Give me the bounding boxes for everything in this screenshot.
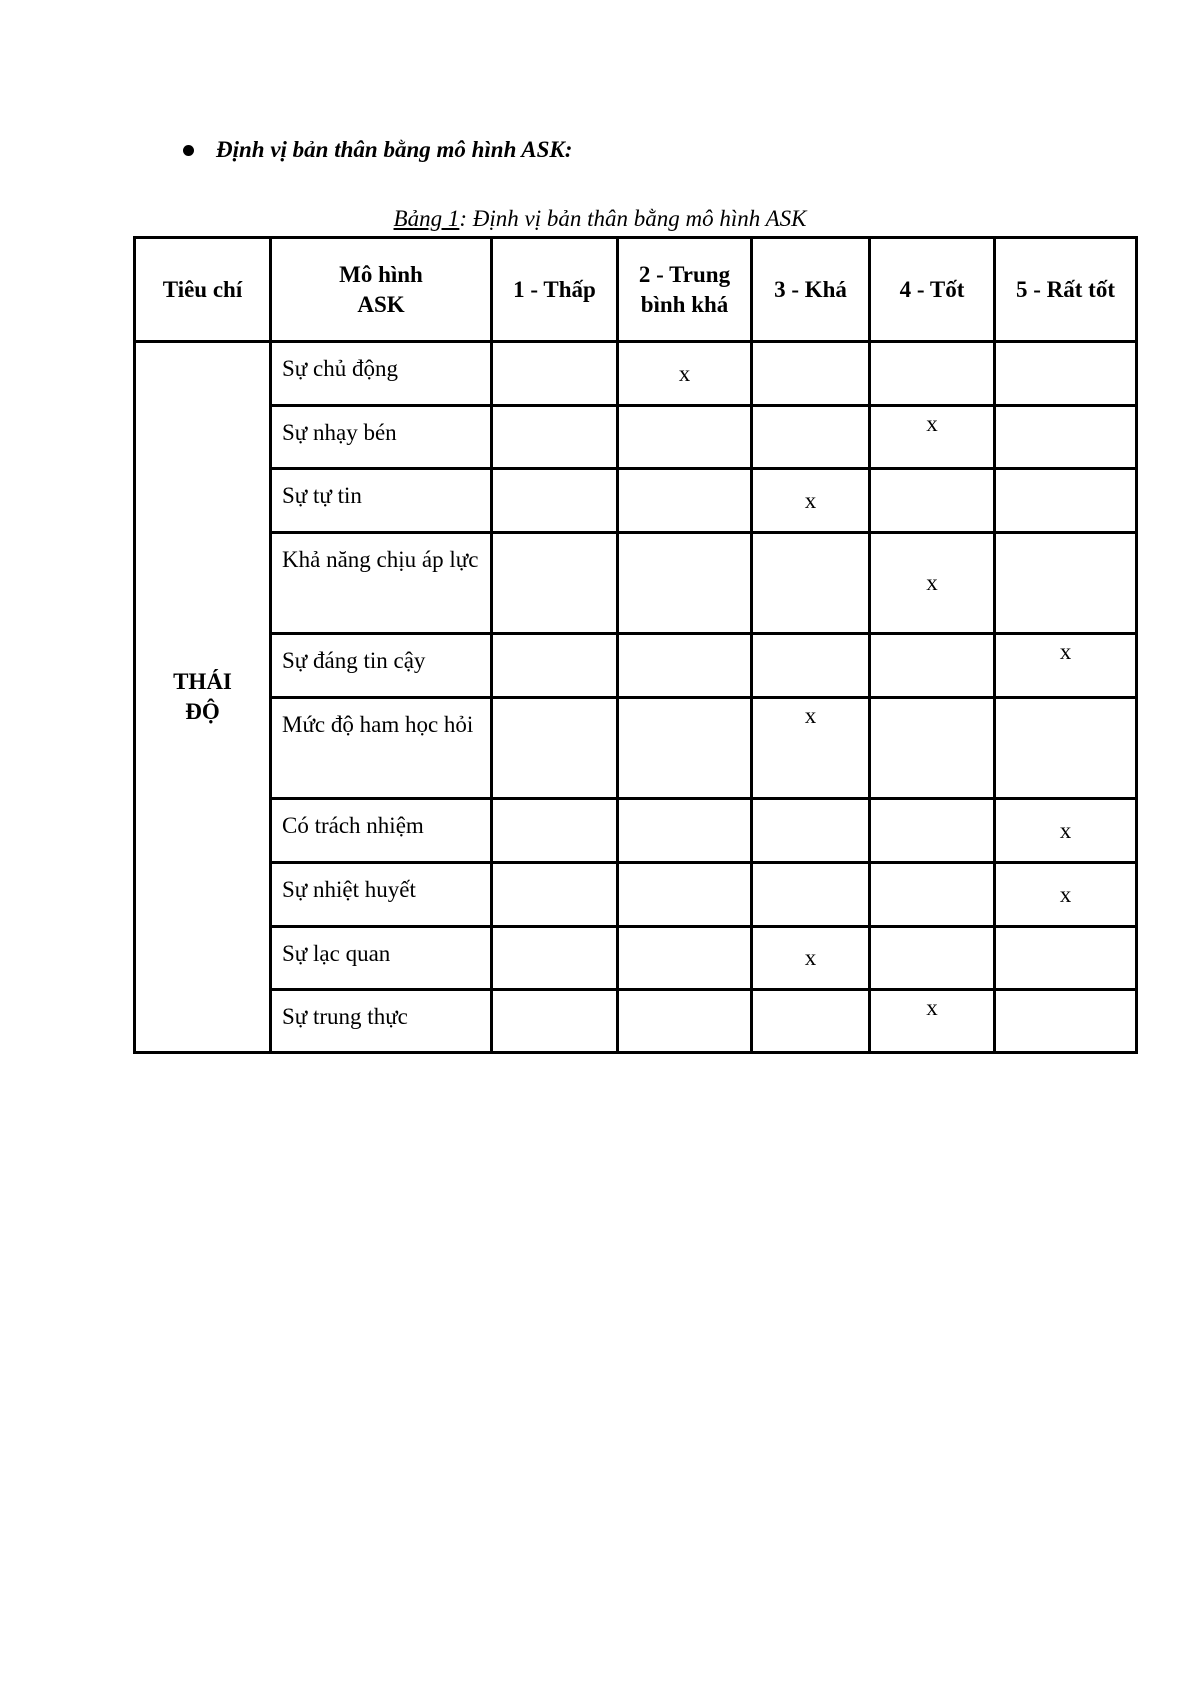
header-level-1: 1 - Thấp <box>492 238 618 342</box>
rating-mark: x <box>995 863 1137 927</box>
header-level-4: 4 - Tốt <box>870 238 995 342</box>
table-caption <box>0 206 1200 232</box>
rating-cell-level-5 <box>995 698 1137 799</box>
rating-mark: x <box>618 342 752 406</box>
row-label: Sự trung thực <box>271 990 492 1053</box>
rating-cell-level-3 <box>752 342 870 406</box>
rating-cell-level-5 <box>995 990 1137 1053</box>
rating-cell-level-5 <box>995 406 1137 469</box>
section-heading-text: Định vị bản thân bằng mô hình ASK: <box>216 137 573 162</box>
rating-cell-level-4 <box>870 799 995 863</box>
header-level-5: 5 - Rất tốt <box>995 238 1137 342</box>
rating-cell-level-2 <box>618 799 752 863</box>
table-header-row <box>135 238 1137 342</box>
row-label: Sự chủ động <box>271 342 492 406</box>
rating-cell-level-1 <box>492 698 618 799</box>
header-level-2-text: 2 - Trung bình khá <box>638 261 731 317</box>
row-label: Sự tự tin <box>271 469 492 533</box>
rating-cell-level-2 <box>618 698 752 799</box>
row-label: Sự lạc quan <box>271 927 492 990</box>
rating-cell-level-2 <box>618 634 752 698</box>
rating-cell-level-3 <box>752 406 870 469</box>
table-caption-ref: Bảng 1 <box>393 206 460 231</box>
rating-cell-level-4 <box>870 863 995 927</box>
table-row <box>135 342 1137 406</box>
rating-mark: x <box>752 469 870 533</box>
rating-cell-level-3 <box>752 863 870 927</box>
rating-cell-level-5 <box>995 927 1137 990</box>
criterion-label: THÁI ĐỘ <box>173 669 232 724</box>
rating-cell-level-5 <box>995 533 1137 634</box>
rating-mark: x <box>870 406 995 469</box>
criterion-cell <box>135 342 271 1053</box>
rating-mark: x <box>752 927 870 990</box>
rating-mark: x <box>752 698 870 799</box>
row-label: Sự nhiệt huyết <box>271 863 492 927</box>
table-row <box>135 799 1137 863</box>
header-mo-hinh-ask-text: Mô hình ASK <box>339 261 423 317</box>
table-row <box>135 634 1137 698</box>
rating-mark: x <box>995 634 1137 698</box>
rating-cell-level-3 <box>752 990 870 1053</box>
header-level-3: 3 - Khá <box>752 238 870 342</box>
rating-cell-level-3 <box>752 799 870 863</box>
rating-cell-level-1 <box>492 799 618 863</box>
rating-mark: x <box>870 990 995 1053</box>
table-row <box>135 990 1137 1053</box>
rating-cell-level-1 <box>492 469 618 533</box>
rating-cell-level-2 <box>618 927 752 990</box>
rating-cell-level-1 <box>492 990 618 1053</box>
rating-cell-level-4 <box>870 469 995 533</box>
rating-cell-level-4 <box>870 634 995 698</box>
rating-cell-level-1 <box>492 533 618 634</box>
row-label: Sự đáng tin cậy <box>271 634 492 698</box>
rating-cell-level-1 <box>492 634 618 698</box>
rating-cell-level-5 <box>995 342 1137 406</box>
rating-cell-level-2 <box>618 469 752 533</box>
row-label: Sự nhạy bén <box>271 406 492 469</box>
table-row <box>135 406 1137 469</box>
ask-table <box>133 236 1138 1054</box>
rating-cell-level-5 <box>995 469 1137 533</box>
table-row <box>135 469 1137 533</box>
rating-mark: x <box>995 799 1137 863</box>
header-mo-hinh-ask <box>271 238 492 342</box>
rating-cell-level-1 <box>492 406 618 469</box>
rating-cell-level-3 <box>752 533 870 634</box>
table-row <box>135 863 1137 927</box>
table-row <box>135 698 1137 799</box>
rating-cell-level-1 <box>492 863 618 927</box>
rating-cell-level-1 <box>492 342 618 406</box>
row-label: Khả năng chịu áp lực <box>271 533 492 634</box>
rating-cell-level-4 <box>870 342 995 406</box>
rating-cell-level-3 <box>752 634 870 698</box>
table-row <box>135 533 1137 634</box>
header-level-2 <box>618 238 752 342</box>
rating-cell-level-2 <box>618 990 752 1053</box>
rating-mark: x <box>870 533 995 634</box>
rating-cell-level-2 <box>618 533 752 634</box>
rating-cell-level-2 <box>618 863 752 927</box>
rating-cell-level-2 <box>618 406 752 469</box>
rating-cell-level-4 <box>870 927 995 990</box>
header-tieu-chi: Tiêu chí <box>135 238 271 342</box>
section-heading <box>183 137 572 163</box>
table-caption-text: : Định vị bản thân bằng mô hình ASK <box>459 206 807 231</box>
table-row <box>135 927 1137 990</box>
bullet-icon <box>183 145 194 156</box>
row-label: Có trách nhiệm <box>271 799 492 863</box>
row-label: Mức độ ham học hỏi <box>271 698 492 799</box>
rating-cell-level-1 <box>492 927 618 990</box>
rating-cell-level-4 <box>870 698 995 799</box>
